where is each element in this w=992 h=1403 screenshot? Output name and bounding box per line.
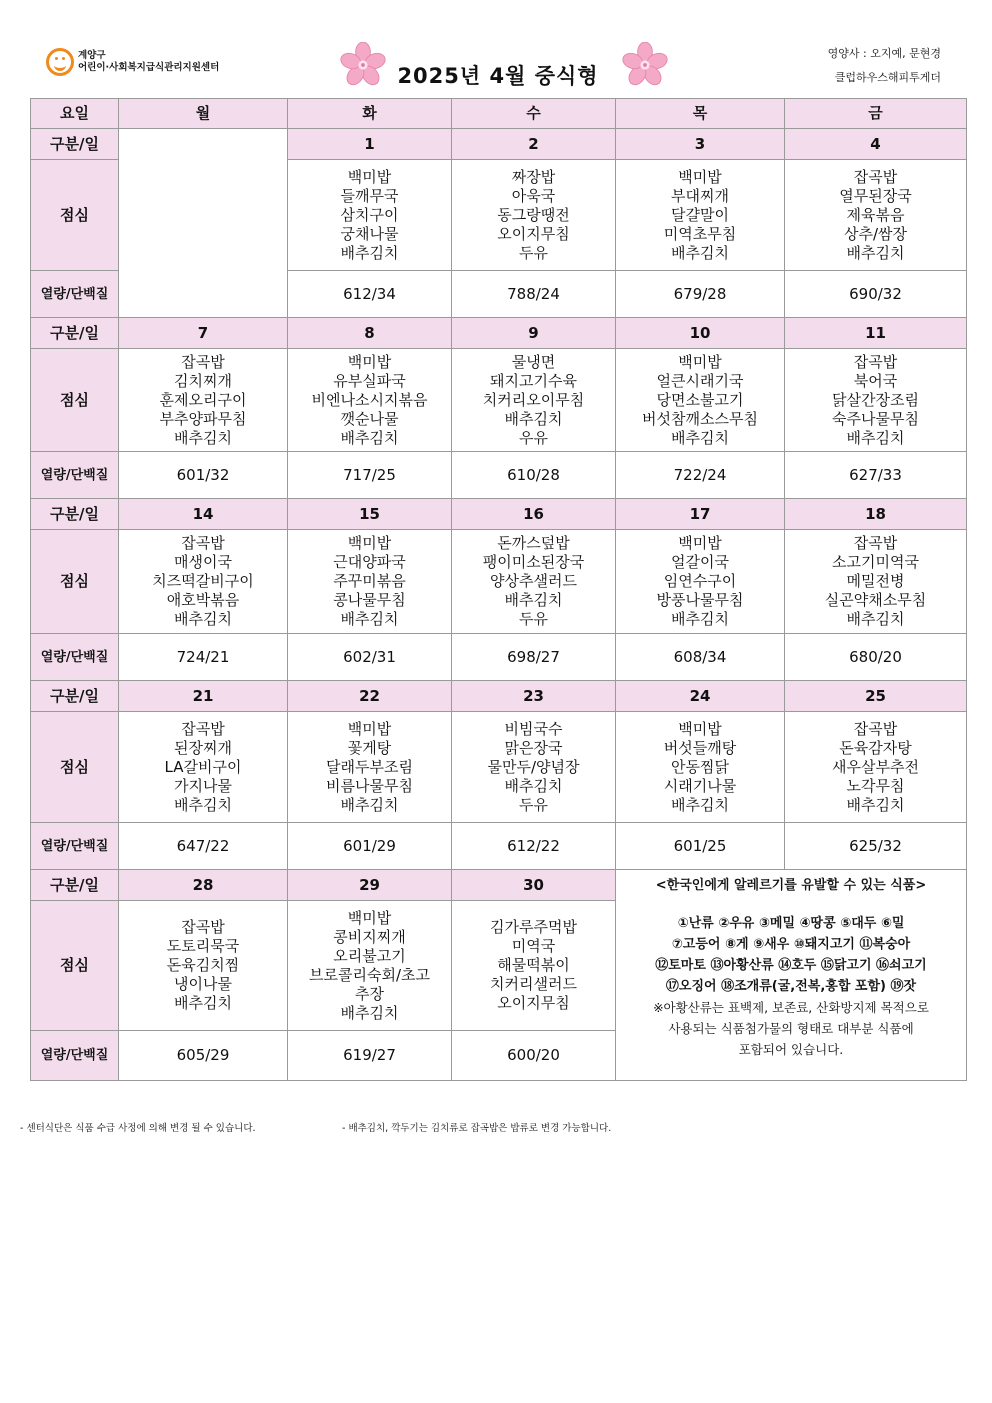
kcal-row: [31, 823, 967, 870]
menu-item: 돈육김치찜: [166, 956, 240, 974]
allergy-list-line: ⑰오징어 ⑱조개류(굴,전복,홍합 포함) ⑲잣: [665, 979, 917, 994]
menu-item: 양상추샐러드: [490, 572, 577, 590]
day-menu-cell: [288, 530, 452, 634]
day-date: 4: [785, 129, 967, 160]
menu-item: 해물떡볶이: [497, 956, 570, 974]
allergy-note-line: ※아황산류는 표백제, 보존료, 산화방지제 목적으로: [653, 1000, 929, 1015]
empty-day-cell: [119, 129, 288, 318]
day-date: 1: [288, 129, 452, 160]
menu-item: 두유: [519, 610, 548, 628]
menu-item: 부대찌개: [671, 186, 729, 205]
menu-item: 배추김치: [846, 243, 905, 262]
menu-item: 매생이국: [174, 553, 232, 571]
day-menu-cell: [785, 160, 967, 271]
kcal-protein-value: 619/27: [288, 1031, 452, 1081]
menu-item: 깻순나물: [340, 409, 399, 428]
day-date: 24: [616, 681, 785, 712]
kcal-protein-value: 610/28: [452, 452, 616, 499]
menu-item: 팽이미소된장국: [482, 553, 585, 571]
day-menu-cell: [616, 160, 785, 271]
menu-item: 버섯들깨탕: [663, 738, 737, 757]
menu-item: 잡곡밥: [853, 534, 898, 552]
allergy-list-line: ⑫토마토 ⑬아황산류 ⑭호두 ⑮닭고기 ⑯쇠고기: [655, 958, 927, 973]
day-menu-cell: [288, 901, 452, 1031]
menu-item: 물냉면: [511, 352, 556, 371]
menu-item: 잡곡밥: [181, 719, 225, 738]
kcal-protein-value: 601/25: [616, 823, 785, 870]
menu-item: 새우살부추전: [832, 757, 919, 776]
row-label-kcal: 열량/단백질: [31, 1031, 119, 1081]
menu-item: 잡곡밥: [853, 352, 898, 371]
menu-item: 잡곡밥: [181, 918, 225, 936]
kcal-protein-value: 788/24: [452, 271, 616, 318]
kcal-row: [31, 634, 967, 681]
row-label-meal: 점심: [31, 712, 119, 823]
menu-item: 짜장밥: [511, 167, 556, 186]
menu-item: 비엔나소시지볶음: [311, 390, 428, 409]
menu-row: [31, 712, 967, 823]
day-menu-cell: [452, 901, 616, 1031]
allergy-notice: [616, 870, 967, 1081]
day-menu-cell: [452, 712, 616, 823]
kcal-protein-value: 625/32: [785, 823, 967, 870]
day-date: 29: [288, 870, 452, 901]
menu-item: 배추김치: [846, 610, 905, 628]
menu-item: 임연수구이: [663, 572, 737, 590]
menu-item: 배추김치: [340, 1003, 399, 1022]
day-menu-cell: [616, 349, 785, 452]
menu-item: 도토리묵국: [166, 937, 240, 955]
menu-item: 부추양파무침: [159, 409, 247, 428]
menu-item: 열무된장국: [839, 186, 912, 205]
menu-item: 추장: [355, 984, 384, 1003]
day-menu-cell: [119, 901, 288, 1031]
kcal-protein-value: 608/34: [616, 634, 785, 681]
menu-item: 궁채나물: [340, 224, 399, 243]
menu-item: 닭살간장조림: [832, 390, 919, 409]
weekday-tue: 화: [288, 99, 452, 129]
kcal-protein-value: 679/28: [616, 271, 785, 318]
menu-item: 아욱국: [511, 186, 556, 205]
allergy-list-line: ①난류 ②우유 ③메밀 ④땅콩 ⑤대두 ⑥밀: [677, 916, 905, 931]
menu-item: 돈육감자탕: [839, 738, 912, 757]
row-label-day: 구분/일: [31, 318, 119, 349]
menu-item: 오리불고기: [333, 946, 406, 965]
kcal-protein-value: 722/24: [616, 452, 785, 499]
date-row: [31, 870, 967, 901]
menu-item: 배추김치: [671, 795, 729, 814]
menu-item: 얼큰시래기국: [656, 371, 744, 390]
date-row: [31, 499, 967, 530]
menu-item: 비름나물무침: [326, 776, 413, 795]
menu-item: 얼갈이국: [671, 553, 729, 571]
weekday-mon: 월: [119, 99, 288, 129]
menu-item: 백미밥: [347, 534, 392, 552]
menu-item: 배추김치: [174, 795, 232, 814]
menu-item: 주꾸미볶음: [333, 572, 406, 590]
menu-item: 배추김치: [846, 795, 905, 814]
menu-item: 배추김치: [504, 591, 563, 609]
menu-item: 물만두/양념장: [487, 757, 580, 776]
menu-item: 된장찌개: [174, 738, 232, 757]
day-menu-cell: [119, 712, 288, 823]
menu-item: 동그랑땡전: [497, 205, 570, 224]
menu-item: 김가루주먹밥: [490, 918, 577, 936]
menu-item: 배추김치: [504, 776, 563, 795]
row-label-kcal: 열량/단백질: [31, 271, 119, 318]
menu-item: 잡곡밥: [181, 534, 225, 552]
menu-item: 소고기미역국: [832, 553, 919, 571]
menu-item: 애호박볶음: [166, 591, 240, 609]
kcal-protein-value: 647/22: [119, 823, 288, 870]
menu-item: 가지나물: [174, 776, 232, 795]
menu-item: 비빔국수: [504, 719, 563, 738]
row-label-day: 구분/일: [31, 129, 119, 160]
kcal-protein-value: 717/25: [288, 452, 452, 499]
footer-note-2: - 배추김치, 깍두기는 김치류로 잡곡밥은 밥류로 변경 가능합니다.: [342, 1123, 612, 1134]
day-date: 22: [288, 681, 452, 712]
day-menu-cell: [119, 349, 288, 452]
menu-item: 배추김치: [174, 610, 232, 628]
menu-item: 백미밥: [347, 908, 392, 927]
menu-item: 상추/쌈장: [843, 224, 907, 243]
kcal-protein-value: 690/32: [785, 271, 967, 318]
menu-item: 배추김치: [340, 610, 399, 628]
menu-item: 우유: [519, 428, 548, 447]
menu-item: 콩비지찌개: [333, 927, 406, 946]
menu-item: 노각무침: [846, 776, 905, 795]
menu-item: 브로콜리숙회/초고: [309, 965, 430, 984]
menu-item: 백미밥: [678, 534, 722, 552]
day-date: 10: [616, 318, 785, 349]
weekday-thu: 목: [616, 99, 785, 129]
menu-item: 달걀말이: [671, 205, 729, 224]
day-date: 25: [785, 681, 967, 712]
kcal-protein-value: 612/22: [452, 823, 616, 870]
menu-item: 백미밥: [347, 167, 392, 186]
menu-item: 맑은장국: [504, 738, 563, 757]
page-header: [30, 38, 966, 98]
day-menu-cell: [288, 160, 452, 271]
allergy-note-line: 포함되어 있습니다.: [738, 1042, 844, 1057]
menu-item: LA갈비구이: [164, 757, 242, 776]
date-row: [31, 318, 967, 349]
day-date: 28: [119, 870, 288, 901]
day-menu-cell: [785, 349, 967, 452]
menu-item: 달래두부조림: [326, 757, 413, 776]
menu-item: 콩나물무침: [333, 591, 406, 609]
menu-item: 백미밥: [678, 352, 722, 371]
day-date: 30: [452, 870, 616, 901]
day-menu-cell: [785, 712, 967, 823]
menu-item: 돼지고기수육: [490, 371, 577, 390]
menu-item: 제육볶음: [846, 205, 905, 224]
day-menu-cell: [452, 530, 616, 634]
menu-item: 훈제오리구이: [159, 390, 247, 409]
lunch-menu-table: [30, 98, 967, 1081]
day-date: 17: [616, 499, 785, 530]
menu-item: 배추김치: [504, 409, 563, 428]
menu-item: 배추김치: [174, 428, 232, 447]
day-date: 14: [119, 499, 288, 530]
menu-item: 잡곡밥: [181, 352, 225, 371]
row-label-kcal: 열량/단백질: [31, 823, 119, 870]
kcal-protein-value: 627/33: [785, 452, 967, 499]
footer-note-1: - 센터식단은 식품 수급 사정에 의해 변경 될 수 있습니다.: [20, 1123, 256, 1134]
menu-item: 숙주나물무침: [832, 409, 919, 428]
menu-item: 치커리샐러드: [490, 975, 577, 993]
menu-item: 북어국: [853, 371, 898, 390]
day-date: 21: [119, 681, 288, 712]
kcal-protein-value: 698/27: [452, 634, 616, 681]
menu-item: 유부실파국: [333, 371, 406, 390]
row-label-meal: 점심: [31, 160, 119, 271]
row-label-meal: 점심: [31, 349, 119, 452]
menu-item: 배추김치: [671, 610, 729, 628]
menu-item: 치커리오이무침: [482, 390, 585, 409]
day-date: 9: [452, 318, 616, 349]
menu-item: 백미밥: [678, 167, 722, 186]
menu-item: 당면소불고기: [656, 390, 744, 409]
menu-item: 꽃게탕: [347, 738, 392, 757]
weekday-wed: 수: [452, 99, 616, 129]
menu-item: 치즈떡갈비구이: [152, 572, 254, 590]
kcal-protein-value: 600/20: [452, 1031, 616, 1081]
kcal-row: [31, 452, 967, 499]
weekday-label: 요일: [31, 99, 119, 129]
menu-row: [31, 349, 967, 452]
menu-item: 오이지무침: [497, 994, 570, 1012]
row-label-kcal: 열량/단백질: [31, 634, 119, 681]
menu-item: 오이지무침: [497, 224, 570, 243]
weekday-header-row: [31, 99, 967, 129]
day-menu-cell: [288, 712, 452, 823]
kcal-protein-value: 612/34: [288, 271, 452, 318]
menu-item: 삼치구이: [340, 205, 399, 224]
menu-item: 배추김치: [846, 428, 905, 447]
menu-item: 잡곡밥: [853, 167, 898, 186]
day-date: 16: [452, 499, 616, 530]
kcal-protein-value: 724/21: [119, 634, 288, 681]
date-row: [31, 681, 967, 712]
day-menu-cell: [119, 530, 288, 634]
menu-item: 방풍나물무침: [656, 591, 744, 609]
date-row: [31, 129, 967, 160]
menu-item: 미역국: [511, 937, 556, 955]
row-label-kcal: 열량/단백질: [31, 452, 119, 499]
day-menu-cell: [616, 712, 785, 823]
logo-center-name: 어린이·사회복지급식관리지원센터: [78, 62, 220, 73]
menu-item: 배추김치: [340, 428, 399, 447]
menu-item: 백미밥: [347, 719, 392, 738]
menu-item: 백미밥: [347, 352, 392, 371]
row-label-day: 구분/일: [31, 870, 119, 901]
kcal-protein-value: 605/29: [119, 1031, 288, 1081]
day-date: 15: [288, 499, 452, 530]
menu-item: 배추김치: [174, 994, 232, 1012]
cherry-blossom-icon: [622, 42, 668, 88]
menu-item: 잡곡밥: [853, 719, 898, 738]
menu-item: 메밀전병: [846, 572, 905, 590]
kcal-protein-value: 601/32: [119, 452, 288, 499]
facility-name: 클럽하우스해피투게더: [834, 71, 941, 84]
day-date: 8: [288, 318, 452, 349]
menu-item: 실곤약채소무침: [824, 591, 927, 609]
row-label-meal: 점심: [31, 530, 119, 634]
day-date: 7: [119, 318, 288, 349]
staff-info: [828, 42, 941, 90]
allergy-list-line: ⑦고등어 ⑧게 ⑨새우 ⑩돼지고기 ⑪복숭아: [671, 937, 911, 952]
day-date: 11: [785, 318, 967, 349]
menu-item: 김치찌개: [174, 371, 232, 390]
day-date: 23: [452, 681, 616, 712]
menu-item: 두유: [519, 243, 548, 262]
page-title: 2025년 4월 중식형: [397, 64, 599, 88]
menu-item: 두유: [519, 795, 548, 814]
menu-item: 시래기나물: [663, 776, 737, 795]
allergy-title: <한국인에게 알레르기를 유발할 수 있는 식품>: [655, 878, 927, 893]
row-label-day: 구분/일: [31, 681, 119, 712]
day-date: 3: [616, 129, 785, 160]
menu-row: [31, 530, 967, 634]
menu-item: 배추김치: [671, 243, 729, 262]
day-menu-cell: [616, 530, 785, 634]
nutritionist: 영양사 : 오지예, 문현경: [827, 47, 941, 60]
menu-item: 버섯참깨소스무침: [642, 409, 758, 428]
day-menu-cell: [785, 530, 967, 634]
row-label-day: 구분/일: [31, 499, 119, 530]
day-date: 18: [785, 499, 967, 530]
kcal-protein-value: 602/31: [288, 634, 452, 681]
kcal-protein-value: 680/20: [785, 634, 967, 681]
kcal-protein-value: 601/29: [288, 823, 452, 870]
day-menu-cell: [452, 349, 616, 452]
day-menu-cell: [288, 349, 452, 452]
menu-item: 근대양파국: [333, 553, 406, 571]
row-label-meal: 점심: [31, 901, 119, 1031]
menu-item: 들깨무국: [340, 186, 399, 205]
menu-item: 배추김치: [340, 795, 399, 814]
menu-item: 미역초무침: [663, 224, 737, 243]
menu-item: 안동찜닭: [671, 757, 729, 776]
menu-item: 배추김치: [671, 428, 729, 447]
allergy-note-line: 사용되는 식품첨가물의 형태로 대부분 식품에: [668, 1021, 914, 1036]
menu-item: 배추김치: [340, 243, 399, 262]
day-date: 2: [452, 129, 616, 160]
menu-item: 백미밥: [678, 719, 722, 738]
weekday-fri: 금: [785, 99, 967, 129]
day-menu-cell: [452, 160, 616, 271]
logo-district: 계양구: [78, 50, 106, 61]
menu-item: 냉이나물: [174, 975, 232, 993]
menu-item: 돈까스덮밥: [497, 534, 570, 552]
